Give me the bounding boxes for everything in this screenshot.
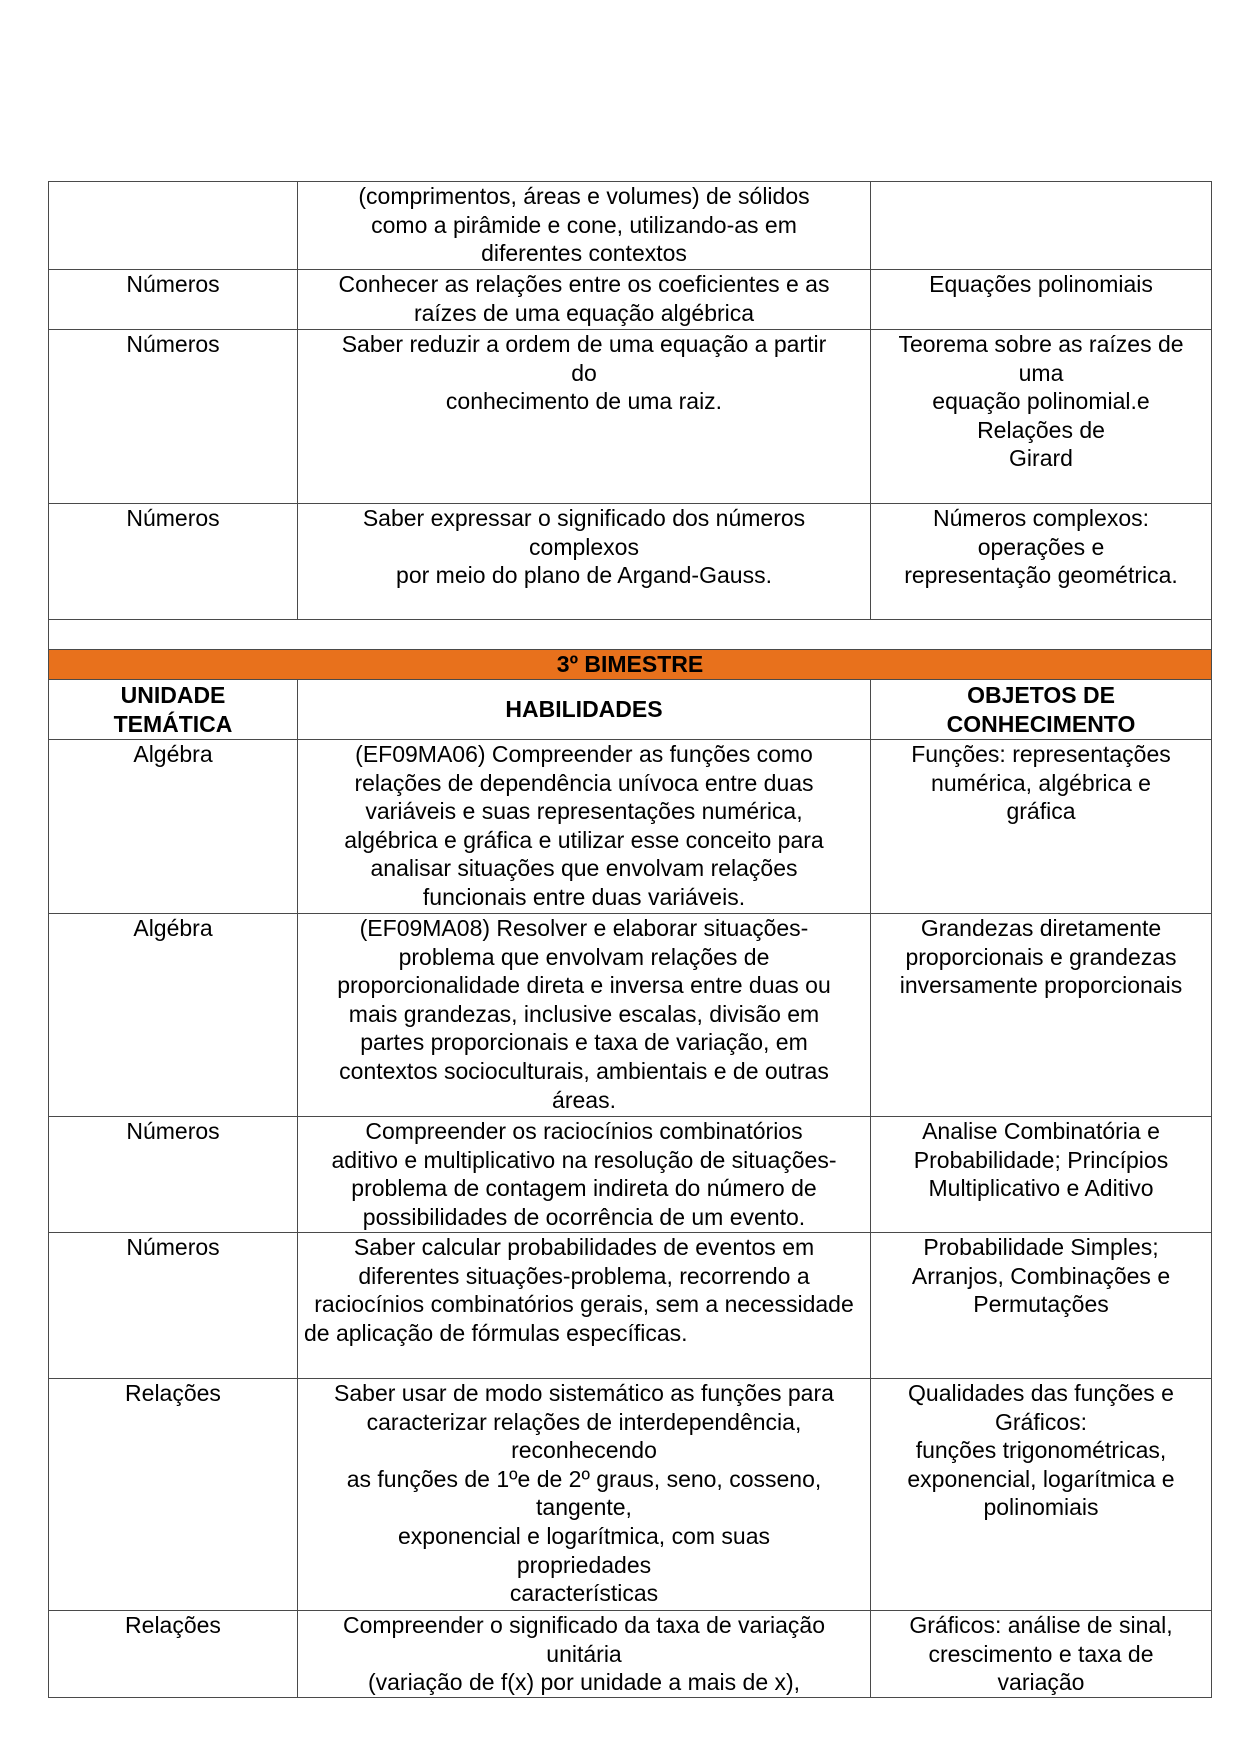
habilidade-cell: Conhecer as relações entre os coeficientes e as raízes de uma equação algébrica [298, 270, 871, 330]
habilidade-cell: Compreender o significado da taxa de variação unitária (variação de f(x) por unidade a mais de x), [298, 1611, 871, 1698]
table-row [49, 914, 1212, 1117]
header-habilidades: HABILIDADES [298, 680, 871, 740]
section-title: 3º BIMESTRE [49, 650, 1212, 680]
unidade-cell: Relações [49, 1611, 298, 1698]
objeto-cell: Grandezas diretamente proporcionais e grandezas inversamente proporcionais [871, 914, 1212, 1117]
unidade-cell: Números [49, 504, 298, 620]
objeto-cell: Gráficos: análise de sinal, crescimento e taxa de variação [871, 1611, 1212, 1698]
section-band [49, 650, 1212, 680]
objeto-cell [871, 182, 1212, 270]
objeto-cell: Analise Combinatória e Probabilidade; Princípios Multiplicativo e Aditivo [871, 1117, 1212, 1233]
objeto-cell: Equações polinomiais [871, 270, 1212, 330]
objeto-cell: Qualidades das funções e Gráficos: funções trigonométricas, exponencial, logarítmica e polinomiais [871, 1379, 1212, 1611]
table-row [49, 740, 1212, 914]
habilidade-cell: Saber reduzir a ordem de uma equação a partir do conhecimento de uma raiz. [298, 330, 871, 504]
habilidade-cell: (comprimentos, áreas e volumes) de sólidos como a pirâmide e cone, utilizando-as em diferentes contextos [298, 182, 871, 270]
objeto-cell: Números complexos: operações e representação geométrica. [871, 504, 1212, 620]
objeto-cell: Probabilidade Simples; Arranjos, Combinações e Permutações [871, 1233, 1212, 1379]
spacer-row [49, 620, 1212, 650]
unidade-cell: Algébra [49, 914, 298, 1117]
table-row [49, 1379, 1212, 1611]
objeto-cell: Funções: representações numérica, algébrica e gráfica [871, 740, 1212, 914]
table-row [49, 182, 1212, 270]
table-row [49, 270, 1212, 330]
habilidade-cell: Compreender os raciocínios combinatórios aditivo e multiplicativo na resolução de situações- problema de contagem indireta do número de possibilidades de ocorrência de um evento. [298, 1117, 871, 1233]
objeto-cell: Teorema sobre as raízes de uma equação polinomial.e Relações de Girard [871, 330, 1212, 504]
habilidade-cell: Saber usar de modo sistemático as funções para caracterizar relações de interdependência, reconhecendo as funções de 1ºe de 2º graus, seno, cosseno, tangente, exponencial e logarítmica, com suas propriedades características [298, 1379, 871, 1611]
header-objetos: OBJETOS DE CONHECIMENTO [871, 680, 1212, 740]
table-row [49, 1117, 1212, 1233]
unidade-cell: Números [49, 1233, 298, 1379]
habilidade-cell: (EF09MA06) Compreender as funções como relações de dependência unívoca entre duas variáveis e suas representações numérica, algébrica e gráfica e utilizar esse conceito para analisar situações que envolvam relações funcionais entre duas variáveis. [298, 740, 871, 914]
spacer-cell [49, 620, 1212, 650]
unidade-cell: Números [49, 1117, 298, 1233]
unidade-cell: Números [49, 330, 298, 504]
unidade-cell: Algébra [49, 740, 298, 914]
habilidade-cell: Saber expressar o significado dos números complexos por meio do plano de Argand-Gauss. [298, 504, 871, 620]
habilidade-cell: (EF09MA08) Resolver e elaborar situações- problema que envolvam relações de proporcionalidade direta e inversa entre duas ou mais grandezas, inclusive escalas, divisão em partes proporcionais e taxa de variação, em contextos socioculturais, ambientais e de outras áreas. [298, 914, 871, 1117]
unidade-cell [49, 182, 298, 270]
table-row [49, 504, 1212, 620]
header-row [49, 680, 1212, 740]
header-unidade: UNIDADE TEMÁTICA [49, 680, 298, 740]
curriculum-table [48, 181, 1212, 1698]
unidade-cell: Relações [49, 1379, 298, 1611]
table-row [49, 1233, 1212, 1379]
table-row [49, 1611, 1212, 1698]
habilidade-cell: Saber calcular probabilidades de eventos em diferentes situações-problema, recorrendo a raciocínios combinatórios gerais, sem a necessidade de aplicação de fórmulas específicas. [298, 1233, 871, 1379]
unidade-cell: Números [49, 270, 298, 330]
table-row [49, 330, 1212, 504]
